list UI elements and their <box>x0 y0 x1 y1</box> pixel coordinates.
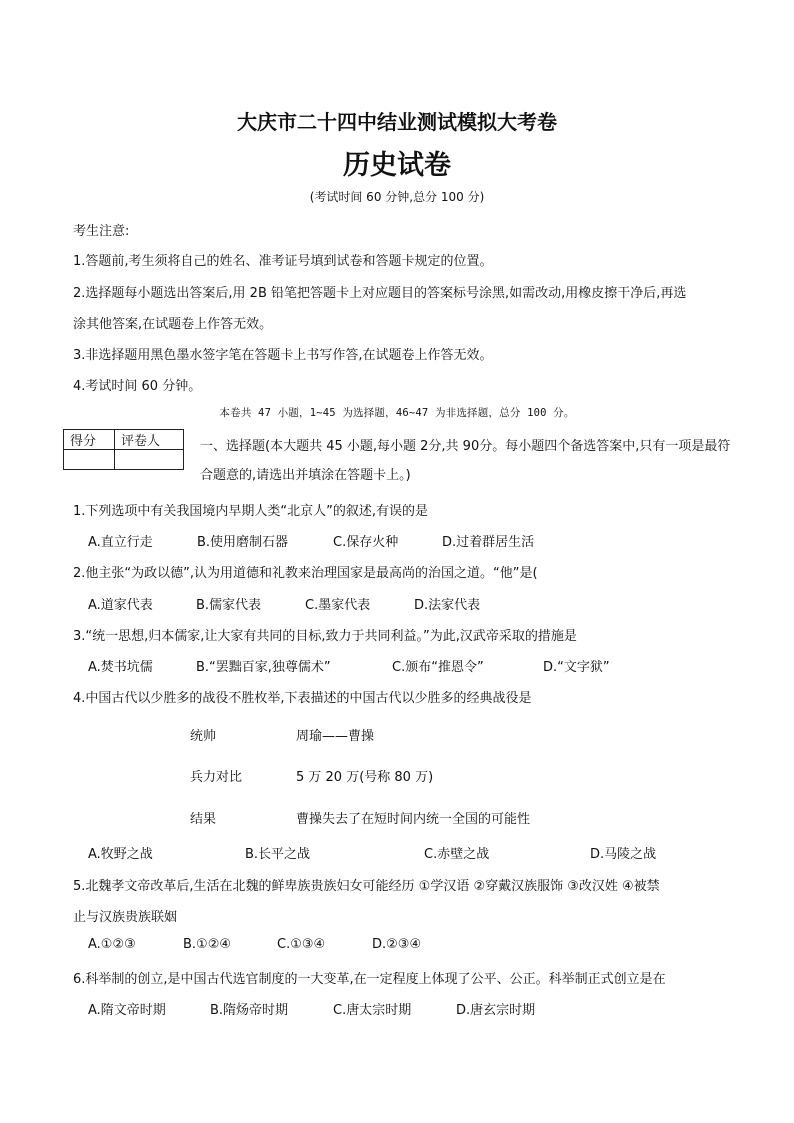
notice-heading: 考生注意: <box>73 224 130 239</box>
q4-option-d[interactable]: D.马陵之战 <box>590 847 657 862</box>
notice-item-4: 4.考试时间 60 分钟。 <box>73 379 202 394</box>
grader-label: 评卷人 <box>115 430 184 450</box>
notice-item-3: 3.非选择题用黑色墨水签字笔在答题卡上书写作答,在试题卷上作答无效。 <box>73 348 493 363</box>
q2-option-b[interactable]: B.儒家代表 <box>196 598 262 613</box>
q1-option-c[interactable]: C.保存火种 <box>333 535 399 550</box>
question-stem-1: 1.下列选项中有关我国境内早期人类“北京人”的叙述,有误的是 <box>73 504 429 519</box>
q4-row-strength-label: 兵力对比 <box>190 770 243 785</box>
paper-note: 本卷共 47 小题，1~45 为选择题，46~47 为非选择题，总分 100 分。 <box>219 407 575 419</box>
q2-option-d[interactable]: D.法家代表 <box>414 598 481 613</box>
q1-option-d[interactable]: D.过着群居生活 <box>442 535 535 550</box>
q5-option-b[interactable]: B.①②④ <box>183 937 232 952</box>
q3-option-b[interactable]: B.“罢黜百家,独尊儒术” <box>196 660 331 675</box>
score-label: 得分 <box>64 430 115 450</box>
exam-info: (考试时间 60 分钟,总分 100 分) <box>309 190 485 204</box>
q5-option-d[interactable]: D.②③④ <box>372 937 422 952</box>
q4-option-b[interactable]: B.长平之战 <box>245 847 311 862</box>
notice-item-2: 2.选择题每小题选出答案后,用 2B 铅笔把答题卡上对应题目的答案标号涂黑,如需改动,用橡皮擦干净后,再选 <box>73 286 687 301</box>
question-stem-3: 3.“统一思想,归本儒家,让大家有共同的目标,致力于共同利益。”为此,汉武帝采取的措施是 <box>73 629 577 644</box>
question-stem-5-cont: 止与汉族贵族联姻 <box>73 910 178 925</box>
q4-row-commander-label: 统帅 <box>190 729 217 744</box>
q6-option-a[interactable]: A.隋文帝时期 <box>88 1003 166 1018</box>
score-box <box>63 429 184 470</box>
question-stem-2: 2.他主张“为政以德”,认为用道德和礼教来治理国家是最高尚的治国之道。“他”是( <box>73 566 538 581</box>
q2-option-a[interactable]: A.道家代表 <box>88 598 153 613</box>
q4-row-result-value: 曹操失去了在短时间内统一全国的可能性 <box>296 812 531 827</box>
q6-option-d[interactable]: D.唐玄宗时期 <box>456 1003 536 1018</box>
q1-option-b[interactable]: B.使用磨制石器 <box>197 535 289 550</box>
question-stem-5: 5.北魏孝文帝改革后,生活在北魏的鲜卑族贵族妇女可能经历 ①学汉语 ②穿戴汉族服饰 ③改汉姓 ④被禁 <box>73 879 660 894</box>
q3-option-c[interactable]: C.颁布“推恩令” <box>392 660 484 675</box>
q3-option-d[interactable]: D.“文字狱” <box>543 660 610 675</box>
q4-row-commander-value: 周瑜——曹操 <box>296 729 375 744</box>
q2-option-c[interactable]: C.墨家代表 <box>305 598 371 613</box>
q6-option-b[interactable]: B.隋炀帝时期 <box>210 1003 289 1018</box>
q5-option-c[interactable]: C.①③④ <box>277 937 326 952</box>
question-stem-6: 6.科举制的创立,是中国古代选官制度的一大变革,在一定程度上体现了公平、公正。科举制正式创立是在 <box>73 972 666 987</box>
school-title: 大庆市二十四中结业测试模拟大考卷 <box>237 110 557 134</box>
q4-row-result-label: 结果 <box>190 812 217 827</box>
q4-option-c[interactable]: C.赤壁之战 <box>424 847 490 862</box>
q4-row-strength-value: 5 万 20 万(号称 80 万) <box>296 770 434 785</box>
notice-item-2-cont: 涂其他答案,在试题卷上作答无效。 <box>73 317 273 332</box>
q5-option-a[interactable]: A.①②③ <box>88 937 136 952</box>
section-instruction: 一、选择题(本大题共 45 小题,每小题 2分,共 90分。每小题四个备选答案中,只有一项是最符合题意的,请选出并填涂在答题卡上。) <box>200 439 731 483</box>
grader-cell[interactable] <box>115 450 184 470</box>
subject-title: 历史试卷 <box>343 150 451 181</box>
q3-option-a[interactable]: A.焚书坑儒 <box>88 660 153 675</box>
question-stem-4: 4.中国古代以少胜多的战役不胜枚举,下表描述的中国古代以少胜多的经典战役是 <box>73 691 532 706</box>
q6-option-c[interactable]: C.唐太宗时期 <box>333 1003 412 1018</box>
q1-option-a[interactable]: A.直立行走 <box>88 535 153 550</box>
notice-item-1: 1.答题前,考生须将自己的姓名、准考证号填到试卷和答题卡规定的位置。 <box>73 254 493 269</box>
q4-option-a[interactable]: A.牧野之战 <box>88 847 153 862</box>
score-cell[interactable] <box>64 450 115 470</box>
